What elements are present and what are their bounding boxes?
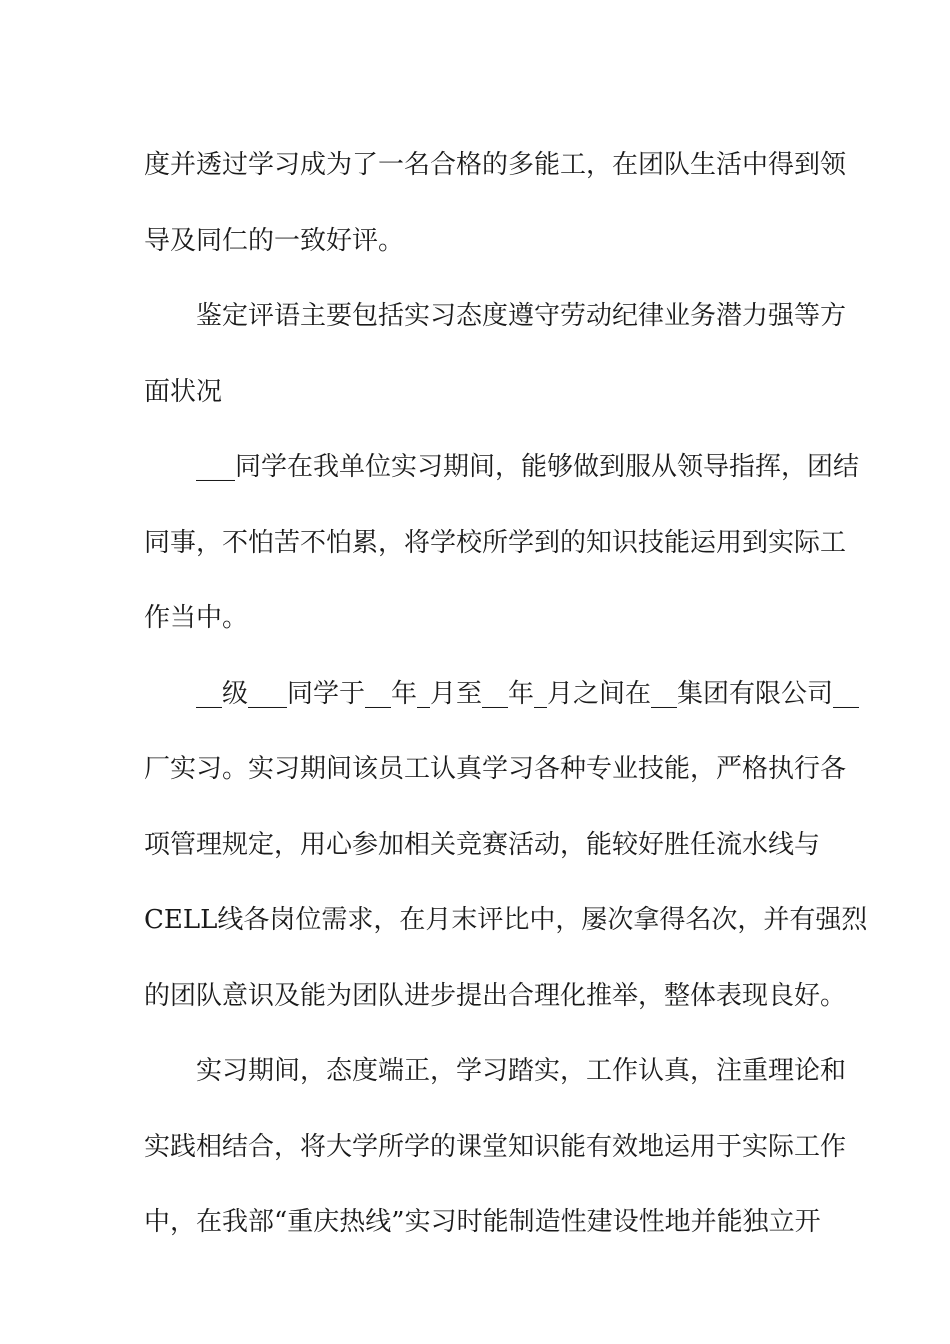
document-body bbox=[144, 128, 868, 1261]
paragraph-first-line: __级___同学于__年_月至__年_月之间在__集团有限公司__ bbox=[196, 678, 860, 709]
text-line: 度并透过学习成为了一名合格的多能工，在团队生活中得到领 bbox=[144, 150, 847, 180]
paragraph-first-line: 实习期间，态度端正，学习踏实，工作认真，注重理论和 bbox=[196, 1056, 847, 1086]
paragraph-first-line: ___同学在我单位实习期间，能够做到服从领导指挥，团结 bbox=[196, 452, 860, 482]
text-line: 厂实习。实习期间该员工认真学习各种专业技能，严格执行各 bbox=[144, 754, 847, 784]
text-line: 的团队意识及能为团队进步提出合理化推举，整体表现良好。 bbox=[144, 980, 847, 1011]
paragraph-first-line: 鉴定评语主要包括实习态度遵守劳动纪律业务潜力强等方 bbox=[196, 301, 847, 331]
text-line: 中，在我部“重庆热线”实习时能制造性建设性地并能独立开 bbox=[144, 1207, 821, 1237]
text-line: CELL线各岗位需求，在月末评比中，屡次拿得名次，并有强烈 bbox=[144, 905, 868, 935]
text-line: 项管理规定，用心参加相关竞赛活动，能较好胜任流水线与 bbox=[144, 829, 821, 860]
text-line: 面状况 bbox=[144, 376, 223, 407]
text-line: 实践相结合，将大学所学的课堂知识能有效地运用于实际工作 bbox=[144, 1131, 847, 1162]
text-line: 导及同仁的一致好评。 bbox=[144, 225, 405, 256]
text-line: 同事，不怕苦不怕累，将学校所学到的知识技能运用到实际工 bbox=[144, 527, 847, 558]
text-line: 作当中。 bbox=[144, 603, 249, 633]
